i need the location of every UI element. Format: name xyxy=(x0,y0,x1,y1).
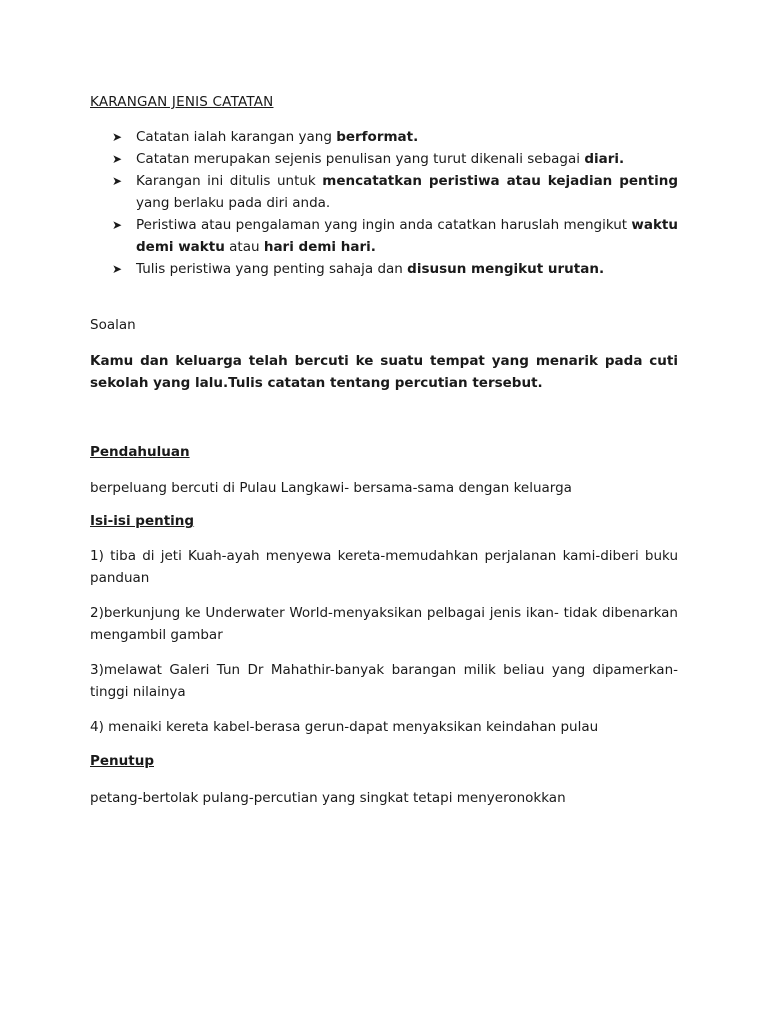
bullet-item xyxy=(112,148,678,170)
question-text xyxy=(90,350,678,394)
bullet-text: Karangan ini ditulis untuk xyxy=(136,173,323,189)
bullet-bold-text: mencatatkan peristiwa atau kejadian penting xyxy=(322,173,679,189)
conclusion-heading: Penutup xyxy=(90,753,154,769)
arrow-bullet-icon: ➤ xyxy=(112,262,123,276)
bullet-text: Catatan ialah karangan yang xyxy=(136,129,337,145)
bullet-item xyxy=(112,126,678,148)
main-point-item: 4) menaiki kereta kabel-berasa gerun-dapat menyaksikan keindahan pulau xyxy=(90,719,599,735)
bullet-bold-text: berformat. xyxy=(336,129,419,145)
bullet-text: Tulis peristiwa yang penting sahaja dan xyxy=(136,261,408,277)
question-label: Soalan xyxy=(90,317,136,333)
bullet-item xyxy=(112,258,678,280)
question-body: Kamu dan keluarga telah bercuti ke suatu tempat yang menarik pada cuti sekolah yang lalu.Tulis catatan tentang percutian tersebut. xyxy=(90,353,678,391)
bullet-text-continued: atau xyxy=(224,239,264,255)
bullet-bold-text-2: hari demi hari. xyxy=(263,239,376,255)
bullet-bold-text: diari. xyxy=(584,151,625,167)
bullet-item xyxy=(112,170,678,214)
main-point-item: 3)melawat Galeri Tun Dr Mahathir-banyak barangan milik beliau yang dipamerkan-tinggi nilainya xyxy=(90,662,678,700)
arrow-bullet-icon: ➤ xyxy=(112,174,123,188)
introduction-text: berpeluang bercuti di Pulau Langkawi- bersama-sama dengan keluarga xyxy=(90,480,572,496)
bullet-text: Peristiwa atau pengalaman yang ingin anda catatkan haruslah mengikut xyxy=(136,217,632,233)
conclusion-text: petang-bertolak pulang-percutian yang singkat tetapi menyeronokkan xyxy=(90,790,566,806)
main-point-item: 2)berkunjung ke Underwater World-menyaksikan pelbagai jenis ikan- tidak dibenarkan mengambil gambar xyxy=(90,605,678,643)
arrow-bullet-icon: ➤ xyxy=(112,130,123,144)
arrow-bullet-icon: ➤ xyxy=(112,152,123,166)
main-point-item: 1) tiba di jeti Kuah-ayah menyewa kereta-memudahkan perjalanan kami-diberi buku panduan xyxy=(90,548,678,586)
main-points-heading: Isi-isi penting xyxy=(90,513,195,529)
notes-bullet-list xyxy=(112,126,678,280)
bullet-bold-text: waktu demi waktu xyxy=(136,217,678,255)
introduction-heading: Pendahuluan xyxy=(90,444,190,460)
bullet-bold-text: disusun mengikut urutan. xyxy=(407,261,605,277)
bullet-text-continued: yang berlaku pada diri anda. xyxy=(136,195,331,211)
arrow-bullet-icon: ➤ xyxy=(112,218,123,232)
document-title: KARANGAN JENIS CATATAN xyxy=(90,94,274,110)
bullet-item xyxy=(112,214,678,258)
bullet-text: Catatan merupakan sejenis penulisan yang turut dikenali sebagai xyxy=(136,151,585,167)
